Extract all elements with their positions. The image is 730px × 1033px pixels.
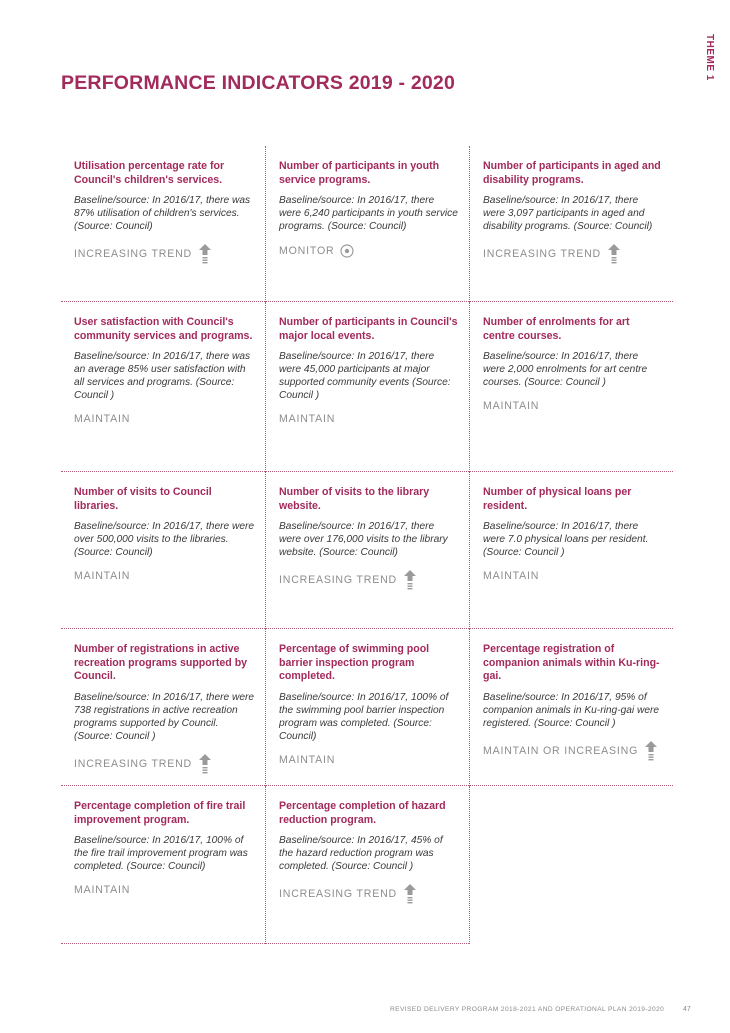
- indicator-baseline: Baseline/source: In 2016/17, there were 738 registrations in active recreation programs supported by Council. (Source: Council ): [74, 691, 255, 742]
- indicator-status: [483, 400, 663, 412]
- indicator-baseline: Baseline/source: In 2016/17, there was 87% utilisation of children's services. (Source: Council): [74, 195, 251, 232]
- indicator-status: [279, 754, 459, 766]
- indicator-title: Number of participants in Council's major local events.: [279, 316, 458, 342]
- indicator-baseline: Baseline/source: In 2016/17, there were 6,240 participants in youth service programs. (Source: Council): [279, 195, 458, 232]
- indicator-cell: [265, 146, 469, 302]
- indicator-title: Number of visits to Council libraries.: [74, 486, 212, 512]
- indicator-baseline: Baseline/source: In 2016/17, there were 45,000 participants at major supported community events (Source: Council ): [279, 351, 451, 401]
- status-label: MAINTAIN: [74, 884, 131, 896]
- indicator-title: Number of enrolments for art centre courses.: [483, 316, 630, 342]
- indicator-status: [279, 413, 459, 425]
- indicator-cell: [61, 146, 265, 302]
- indicator-title: Number of registrations in active recreation programs supported by Council.: [74, 643, 248, 682]
- indicator-cell: [469, 629, 673, 786]
- indicator-status: [483, 244, 663, 264]
- indicator-baseline: Baseline/source: In 2016/17, 45% of the hazard reduction program was completed. (Source: Council ): [279, 835, 443, 872]
- indicator-baseline: Baseline/source: In 2016/17, there were 2,000 enrolments for art centre courses. (Source: Council ): [483, 351, 648, 388]
- up-arrow-icon: [403, 570, 417, 590]
- indicator-row: [61, 146, 673, 302]
- indicator-title: Percentage completion of hazard reduction program.: [279, 800, 446, 826]
- indicator-baseline: Baseline/source: In 2016/17, there were over 176,000 visits to the library website. (Source: Council): [279, 521, 448, 558]
- indicator-row: [61, 786, 673, 944]
- status-label: MAINTAIN OR INCREASING: [483, 744, 639, 757]
- indicator-title: Number of participants in youth service programs.: [279, 160, 440, 186]
- status-label: INCREASING TREND: [74, 248, 192, 260]
- indicator-baseline: Baseline/source: In 2016/17, 100% of the swimming pool barrier inspection program was completed. (Source: Council): [279, 691, 449, 742]
- up-arrow-icon: [198, 244, 212, 264]
- status-label: INCREASING TREND: [279, 888, 397, 900]
- indicator-row: [61, 472, 673, 629]
- footer-text: REVISED DELIVERY PROGRAM 2018-2021 AND OPERATIONAL PLAN 2019-2020: [390, 1006, 665, 1013]
- indicator-status: [483, 741, 663, 761]
- indicator-cell: [469, 146, 673, 302]
- indicator-title: Number of physical loans per resident.: [483, 486, 632, 512]
- indicator-row: [61, 629, 673, 786]
- indicator-status: [279, 244, 459, 258]
- indicator-title: Number of participants in aged and disability programs.: [483, 160, 661, 186]
- indicator-baseline: Baseline/source: In 2016/17, there was an average 85% user satisfaction with all services and programs. (Source: Council ): [74, 351, 251, 401]
- indicator-cell: [61, 786, 265, 944]
- indicator-cell: [61, 472, 265, 629]
- indicator-status: [74, 754, 255, 774]
- monitor-icon: [340, 244, 354, 258]
- indicator-title: Percentage registration of companion animals within Ku-ring-gai.: [483, 643, 660, 682]
- up-arrow-icon: [198, 754, 212, 774]
- status-label: INCREASING TREND: [279, 574, 397, 586]
- status-label: MAINTAIN: [483, 570, 540, 582]
- indicator-row: [61, 302, 673, 472]
- indicator-title: Percentage of swimming pool barrier inspection program completed.: [279, 643, 430, 682]
- up-arrow-icon: [607, 244, 621, 264]
- status-label: MONITOR: [279, 245, 335, 257]
- indicator-status: [279, 884, 459, 904]
- indicator-cell: [61, 629, 265, 786]
- status-label: MAINTAIN: [279, 413, 336, 425]
- status-label: INCREASING TREND: [483, 248, 601, 260]
- indicator-title: Utilisation percentage rate for Council's children's services.: [74, 160, 225, 186]
- up-arrow-icon: [644, 741, 658, 761]
- theme-tab: THEME 1: [704, 34, 715, 81]
- indicator-status: [74, 244, 255, 264]
- indicator-baseline: Baseline/source: In 2016/17, there were 3,097 participants in aged and disability programs. (Source: Council): [483, 195, 653, 232]
- indicator-title: Number of visits to the library website.: [279, 486, 430, 512]
- indicator-cell: [469, 472, 673, 629]
- indicator-grid: [61, 146, 673, 944]
- status-label: MAINTAIN: [74, 570, 131, 582]
- status-label: MAINTAIN: [74, 413, 131, 425]
- indicator-title: Percentage completion of fire trail improvement program.: [74, 800, 246, 826]
- empty-cell: [469, 786, 673, 944]
- indicator-status: [279, 570, 459, 590]
- indicator-baseline: Baseline/source: In 2016/17, there were over 500,000 visits to the libraries. (Source: Council): [74, 521, 255, 558]
- indicator-cell: [265, 472, 469, 629]
- status-label: MAINTAIN: [279, 753, 336, 766]
- indicator-baseline: Baseline/source: In 2016/17, 95% of companion animals in Ku-ring-gai were registered. (Source: Council ): [483, 691, 660, 729]
- indicator-title: User satisfaction with Council's community services and programs.: [74, 316, 253, 342]
- page-title: PERFORMANCE INDICATORS 2019 - 2020: [61, 72, 456, 94]
- indicator-baseline: Baseline/source: In 2016/17, 100% of the fire trail improvement program was completed. (Source: Council): [74, 835, 248, 872]
- status-label: INCREASING TREND: [74, 757, 192, 770]
- indicator-cell: [265, 629, 469, 786]
- indicator-status: [483, 570, 663, 582]
- status-label: MAINTAIN: [483, 400, 540, 412]
- indicator-status: [74, 884, 255, 896]
- up-arrow-icon: [403, 884, 417, 904]
- indicator-cell: [61, 302, 265, 472]
- indicator-cell: [265, 302, 469, 472]
- indicator-cell: [469, 302, 673, 472]
- indicator-status: [74, 570, 255, 582]
- indicator-cell: [265, 786, 469, 944]
- indicator-baseline: Baseline/source: In 2016/17, there were 7.0 physical loans per resident. (Source: Council ): [483, 521, 649, 558]
- indicator-status: [74, 413, 255, 425]
- page-number: 47: [683, 1006, 691, 1013]
